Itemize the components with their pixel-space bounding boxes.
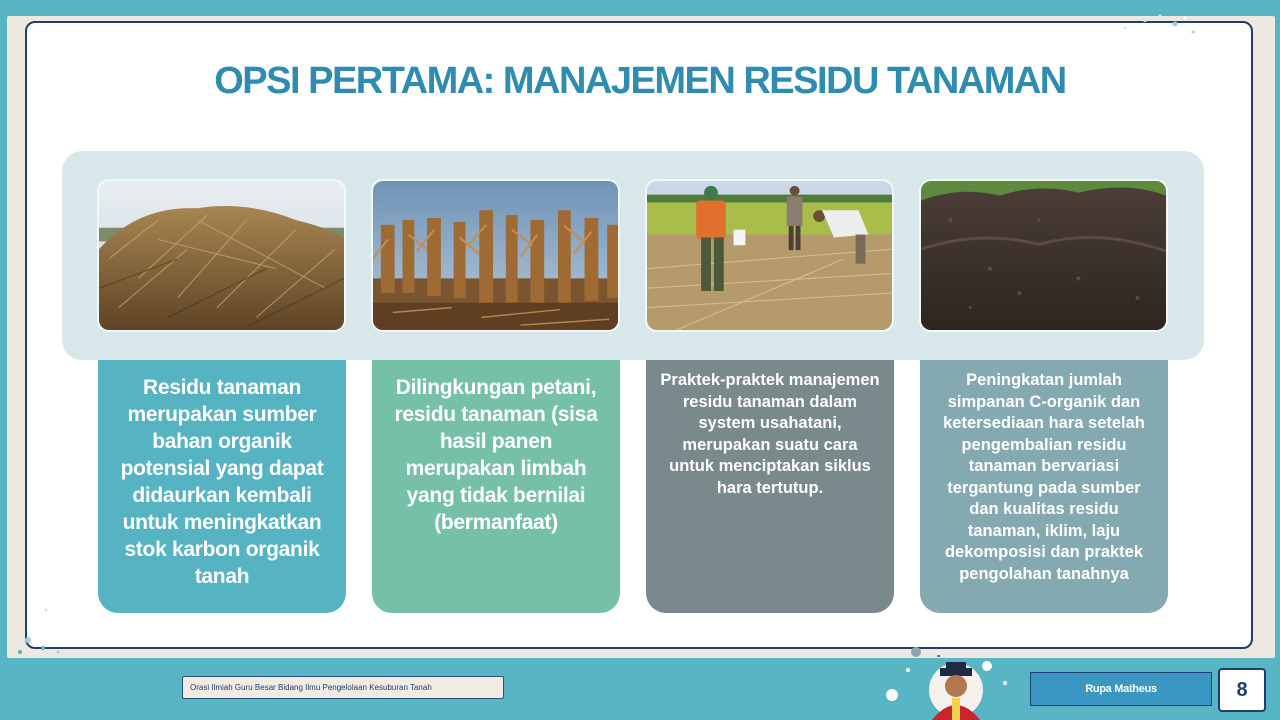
page-number: 8 (1218, 668, 1266, 712)
sparkle-decoration-icon (1085, 10, 1205, 50)
splash-decoration-icon (8, 600, 118, 658)
slide-title: OPSI PERTAMA: MANAJEMEN RESIDU TANAMAN (214, 60, 1066, 102)
card-crop-residue-source: Residu tanaman merupakan sumber bahan organik potensial yang dapat didaurkan kembali untuk meningkatkan stok karbon organik tanah (98, 360, 346, 613)
farmers-working-photo (645, 179, 894, 332)
footer-caption: Orasi Ilmiah Guru Besar Bidang Ilmu Pengelolaan Kesuburan Tanah (182, 676, 504, 699)
compost-soil-photo (919, 179, 1168, 332)
hay-pile-photo (97, 179, 346, 332)
card-management-practices: Praktek-praktek manajemen residu tanaman dalam system usahatani, merupakan suatu cara untuk menciptakan siklus hara tertutup. (646, 360, 894, 613)
card-farmer-perception: Dilingkungan petani, residu tanaman (sisa hasil panen merupakan limbah yang tidak bernilai (bermanfaat) (372, 360, 620, 613)
presenter-name: Rupa Matheus (1030, 672, 1212, 706)
card-carbon-storage: Peningkatan jumlah simpanan C-organik dan ketersediaan hara setelah pengembalian residu tanaman bervariasi tergantung pada sumber dan kualitas residu tanaman, iklim, laju dekomposisi dan praktek pengolahan tanahnya (920, 360, 1168, 613)
dot-decoration-icon (975, 658, 1015, 698)
dry-corn-field-photo (371, 179, 620, 332)
